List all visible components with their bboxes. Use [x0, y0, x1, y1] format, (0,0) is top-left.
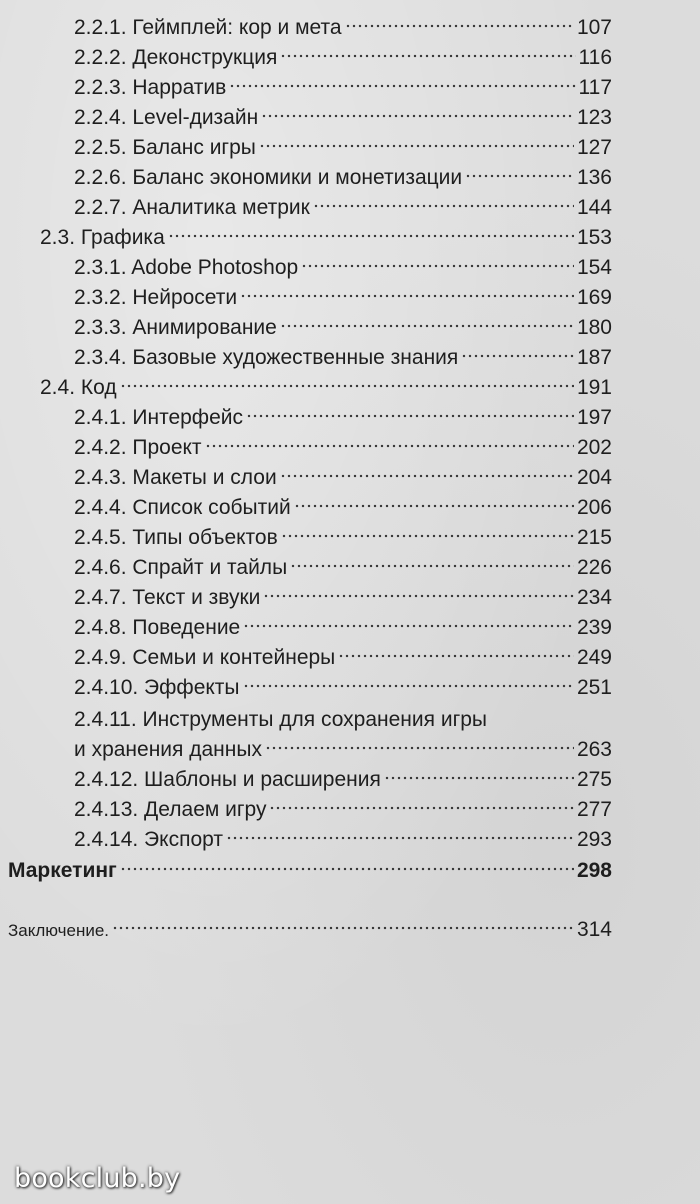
- toc-entry: [0, 614, 612, 642]
- dot-leader: [345, 24, 574, 28]
- toc-entry-page: 169: [576, 286, 612, 309]
- toc-entry-title-line2: и хранения данных: [74, 738, 262, 761]
- toc-entry: [0, 254, 612, 282]
- toc-section-entry: [0, 374, 612, 402]
- toc-entry-title: 2.4.1. Интерфейс: [74, 406, 243, 429]
- dot-leader: [243, 624, 574, 628]
- dot-leader: [229, 84, 575, 88]
- toc-entry: [0, 194, 612, 222]
- toc-entry-page: 123: [576, 106, 612, 129]
- toc-entry: [0, 434, 612, 462]
- toc-entry-title: 2.3. Графика: [40, 226, 165, 249]
- dot-leader: [259, 144, 574, 148]
- toc-entry: [0, 464, 612, 492]
- toc-entry-title: 2.2.5. Баланс игры: [74, 136, 256, 159]
- toc-entry-title: Заключение.: [8, 921, 110, 940]
- toc-entry: [0, 134, 612, 162]
- dot-leader: [294, 504, 574, 508]
- toc-entry-title: 2.4.6. Спрайт и тайлы: [74, 556, 288, 579]
- dot-leader: [280, 324, 574, 328]
- dot-leader: [261, 114, 574, 118]
- toc-entry-page: 117: [578, 76, 612, 99]
- toc-entry-title: 2.4.13. Делаем игру: [74, 798, 267, 821]
- dot-leader: [313, 204, 574, 208]
- toc-entry-title: 2.2.4. Level-дизайн: [74, 106, 259, 129]
- toc-entry: [0, 404, 612, 432]
- toc-entry: [0, 644, 612, 672]
- dot-leader: [280, 474, 574, 478]
- toc-entry-page: 275: [576, 768, 612, 791]
- toc-chapter-entry: [0, 916, 612, 944]
- toc-entry-page: 144: [576, 196, 612, 219]
- toc-entry-page: 298: [576, 859, 612, 882]
- toc-entry-title: 2.2.7. Аналитика метрик: [74, 196, 310, 219]
- dot-leader: [120, 384, 574, 388]
- toc-entry-page: 153: [576, 226, 612, 249]
- toc-entry-page: 116: [578, 46, 612, 69]
- toc-entry: [0, 164, 612, 192]
- watermark-logo: bookclub.by: [14, 1163, 181, 1194]
- dot-leader: [269, 806, 573, 810]
- toc-entry-title: 2.4.7. Текст и звуки: [74, 586, 261, 609]
- toc-entry-page: 215: [576, 526, 612, 549]
- toc-entry: [0, 44, 612, 72]
- toc-entry-page: 314: [576, 918, 612, 941]
- toc-entry-title: 2.4.8. Поведение: [74, 616, 241, 639]
- toc-entry-title: 2.2.6. Баланс экономики и монетизации: [74, 166, 463, 189]
- toc-entry: [0, 796, 612, 824]
- toc-entry: [0, 104, 612, 132]
- toc-entry-page: 206: [576, 496, 612, 519]
- dot-leader: [338, 654, 574, 658]
- toc-entry-page: 136: [576, 166, 612, 189]
- toc-entry-title: 2.4.9. Семьи и контейнеры: [74, 646, 336, 669]
- toc-entry-page: 191: [576, 376, 612, 399]
- toc-entry: [0, 826, 612, 854]
- toc-entry-page: 251: [576, 676, 612, 699]
- dot-leader: [281, 534, 574, 538]
- toc-entry-page: 180: [576, 316, 612, 339]
- toc-entry-page: 127: [576, 136, 612, 159]
- dot-leader: [243, 684, 574, 688]
- toc-entry-title: 2.4.10. Эффекты: [74, 676, 240, 699]
- toc-entry: [0, 494, 612, 522]
- toc-entry: [0, 766, 612, 794]
- dot-leader: [290, 564, 574, 568]
- toc-entry: [0, 674, 612, 702]
- toc-entry-title: 2.2.3. Нарратив: [74, 76, 227, 99]
- toc-entry: [0, 14, 612, 42]
- toc-entry-title: 2.4.3. Макеты и слои: [74, 466, 277, 489]
- dot-leader: [461, 354, 574, 358]
- toc-entry-title: 2.4. Код: [40, 376, 117, 399]
- toc-entry: [0, 736, 612, 764]
- toc-entry-page: 263: [576, 738, 612, 761]
- toc-entry: [0, 524, 612, 552]
- toc-entry-title: 2.4.2. Проект: [74, 436, 202, 459]
- dot-leader: [205, 444, 574, 448]
- toc-entry: [0, 314, 612, 342]
- dot-leader: [384, 776, 574, 780]
- toc-section-entry: [0, 224, 612, 252]
- toc-entry-title: 2.3.1. Adobe Photoshop: [74, 256, 299, 279]
- toc-entry: [0, 74, 612, 102]
- toc-entry-title: Маркетинг: [8, 859, 117, 882]
- toc-entry-page: 234: [576, 586, 612, 609]
- toc-entry-page: 204: [576, 466, 612, 489]
- dot-leader: [112, 926, 574, 930]
- toc-entry-title: 2.2.1. Геймплей: кор и мета: [74, 16, 342, 39]
- toc-entry-title-line1: 2.4.11. Инструменты для сохранения игры: [74, 708, 487, 731]
- toc-entry-title: 2.3.3. Анимирование: [74, 316, 277, 339]
- toc-entry-title: 2.4.4. Список событий: [74, 496, 291, 519]
- toc-entry-title: 2.3.4. Базовые художественные знания: [74, 346, 459, 369]
- dot-leader: [240, 294, 574, 298]
- dot-leader: [226, 836, 574, 840]
- toc-entry-page: 154: [576, 256, 612, 279]
- dot-leader: [263, 594, 574, 598]
- toc-entry-page: 187: [576, 346, 612, 369]
- toc-entry-page: 249: [576, 646, 612, 669]
- toc-entry-title: 2.2.2. Деконструкция: [74, 46, 278, 69]
- toc-chapter-entry: [0, 857, 612, 885]
- dot-leader: [168, 234, 574, 238]
- toc-entry-title: 2.4.5. Типы объектов: [74, 526, 278, 549]
- toc-entry-page: 226: [576, 556, 612, 579]
- dot-leader: [246, 414, 574, 418]
- toc-entry: [0, 284, 612, 312]
- dot-leader: [280, 54, 575, 58]
- toc-entry-page: 197: [576, 406, 612, 429]
- toc-entry-title: 2.4.14. Экспорт: [74, 828, 223, 851]
- dot-leader: [301, 264, 574, 268]
- toc-entry-page: 277: [576, 798, 612, 821]
- toc-entry-page: 293: [576, 828, 612, 851]
- toc-entry-title: 2.3.2. Нейросети: [74, 286, 238, 309]
- toc-entry: [0, 554, 612, 582]
- toc-entry-page: 107: [576, 16, 612, 39]
- toc-entry: [0, 344, 612, 372]
- dot-leader: [120, 867, 574, 871]
- dot-leader: [265, 746, 574, 750]
- toc-entry: [0, 584, 612, 612]
- toc-entry-page: 239: [576, 616, 612, 639]
- dot-leader: [465, 174, 574, 178]
- toc-entry-page: 202: [576, 436, 612, 459]
- toc-entry-title: 2.4.12. Шаблоны и расширения: [74, 768, 381, 791]
